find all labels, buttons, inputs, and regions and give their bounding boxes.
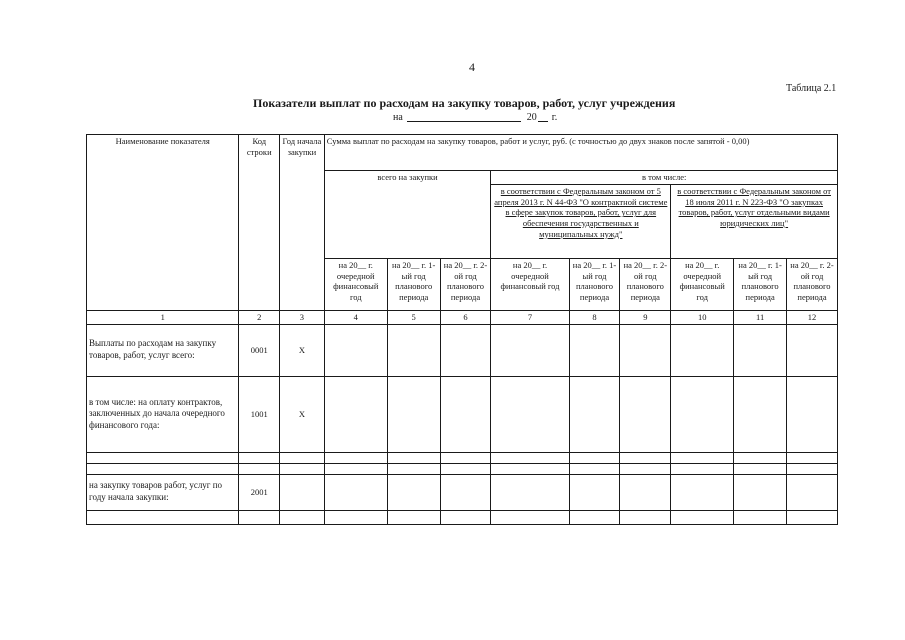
header-total: всего на закупки (324, 171, 491, 259)
value-cell[interactable] (671, 510, 734, 524)
value-cell[interactable] (440, 324, 491, 376)
value-cell[interactable] (620, 474, 671, 510)
value-cell[interactable] (491, 474, 569, 510)
empty-cell[interactable] (280, 510, 325, 524)
date-blank (407, 121, 521, 122)
value-cell[interactable] (387, 324, 440, 376)
empty-cell[interactable] (239, 510, 280, 524)
header-sum: Сумма выплат по расходам на закупку товаров, работ и услуг, руб. (с точностью до двух знаков после запятой - 0,00) (324, 135, 837, 171)
column-number: 12 (787, 311, 838, 325)
value-cell[interactable] (787, 474, 838, 510)
header-law-44: в соответствии с Федеральным законом от 5 апреля 2013 г. N 44-ФЗ "О контрактной системе в сфере закупок товаров, работ, услуг для обеспечения государственных и муниципальных нужд" (491, 185, 671, 259)
value-cell[interactable] (387, 474, 440, 510)
value-cell[interactable] (440, 463, 491, 474)
row-code: 2001 (239, 474, 280, 510)
subheader-col-6: на 20__ г. 2-ой год планового периода (440, 259, 491, 311)
value-cell[interactable] (787, 463, 838, 474)
value-cell[interactable] (440, 452, 491, 463)
value-cell[interactable] (734, 510, 787, 524)
subheader-col-11: на 20__ г. 1-ый год планового периода (734, 259, 787, 311)
empty-cell[interactable] (239, 452, 280, 463)
row-year[interactable] (280, 474, 325, 510)
payments-table (86, 134, 838, 525)
empty-cell[interactable] (280, 463, 325, 474)
column-number: 1 (87, 311, 239, 325)
value-cell[interactable] (787, 376, 838, 452)
row-code: 1001 (239, 376, 280, 452)
date-line (393, 112, 557, 123)
empty-cell[interactable] (87, 452, 239, 463)
column-number: 3 (280, 311, 325, 325)
value-cell[interactable] (734, 463, 787, 474)
table-label: Таблица 2.1 (786, 83, 837, 94)
column-number: 7 (491, 311, 569, 325)
value-cell[interactable] (671, 324, 734, 376)
value-cell[interactable] (734, 376, 787, 452)
value-cell[interactable] (440, 376, 491, 452)
table-row (87, 376, 838, 452)
column-number: 8 (569, 311, 620, 325)
value-cell[interactable] (491, 463, 569, 474)
value-cell[interactable] (491, 510, 569, 524)
column-number: 9 (620, 311, 671, 325)
subheader-col-8: на 20__ г. 1-ый год планового периода (569, 259, 620, 311)
column-number: 5 (387, 311, 440, 325)
subheader-col-12: на 20__ г. 2-ой год планового периода (787, 259, 838, 311)
page-number: 4 (469, 60, 475, 74)
value-cell[interactable] (620, 463, 671, 474)
empty-cell[interactable] (239, 463, 280, 474)
table-row (87, 452, 838, 463)
date-suffix: г. (551, 112, 558, 123)
table-row (87, 324, 838, 376)
row-name: в том числе: на оплату контрактов, заключенных до начала очередного финансового года: (87, 376, 239, 452)
header-code: Код строки (239, 135, 280, 311)
row-code: 0001 (239, 324, 280, 376)
value-cell[interactable] (324, 376, 387, 452)
empty-cell[interactable] (280, 452, 325, 463)
value-cell[interactable] (569, 452, 620, 463)
value-cell[interactable] (387, 510, 440, 524)
value-cell[interactable] (440, 474, 491, 510)
column-number: 10 (671, 311, 734, 325)
value-cell[interactable] (491, 324, 569, 376)
page-title: Показатели выплат по расходам на закупку товаров, работ, услуг учреждения (253, 96, 676, 110)
value-cell[interactable] (734, 474, 787, 510)
value-cell[interactable] (620, 324, 671, 376)
row-name: на закупку товаров работ, услуг по году начала закупки: (87, 474, 239, 510)
value-cell[interactable] (440, 510, 491, 524)
value-cell[interactable] (387, 463, 440, 474)
header-name: Наименование показателя (87, 135, 239, 311)
empty-cell[interactable] (87, 463, 239, 474)
header-including: в том числе: (491, 171, 838, 185)
value-cell[interactable] (569, 474, 620, 510)
column-number: 2 (239, 311, 280, 325)
value-cell[interactable] (787, 452, 838, 463)
value-cell[interactable] (569, 463, 620, 474)
value-cell[interactable] (787, 324, 838, 376)
value-cell[interactable] (671, 452, 734, 463)
subheader-col-9: на 20__ г. 2-ой год планового периода (620, 259, 671, 311)
table-row (87, 510, 838, 524)
value-cell[interactable] (491, 376, 569, 452)
date-year: 20 (526, 112, 537, 123)
value-cell[interactable] (569, 376, 620, 452)
table-row (87, 474, 838, 510)
value-cell[interactable] (569, 510, 620, 524)
column-number: 4 (324, 311, 387, 325)
date-prefix: на (393, 112, 403, 123)
empty-cell[interactable] (87, 510, 239, 524)
value-cell[interactable] (620, 510, 671, 524)
value-cell[interactable] (671, 376, 734, 452)
value-cell[interactable] (324, 474, 387, 510)
date-year-blank (538, 121, 548, 122)
value-cell[interactable] (787, 510, 838, 524)
subheader-col-10: на 20__ г. очередной финансовый год (671, 259, 734, 311)
value-cell[interactable] (324, 463, 387, 474)
value-cell[interactable] (491, 452, 569, 463)
value-cell[interactable] (620, 452, 671, 463)
value-cell[interactable] (387, 452, 440, 463)
value-cell[interactable] (734, 452, 787, 463)
value-cell[interactable] (569, 324, 620, 376)
value-cell[interactable] (620, 376, 671, 452)
value-cell[interactable] (734, 324, 787, 376)
row-year: X (280, 376, 325, 452)
header-year: Год начала закупки (280, 135, 325, 311)
value-cell[interactable] (324, 510, 387, 524)
value-cell[interactable] (387, 376, 440, 452)
table-row (87, 463, 838, 474)
value-cell[interactable] (324, 324, 387, 376)
column-number: 11 (734, 311, 787, 325)
header-law-223: в соответствии с Федеральным законом от 18 июля 2011 г. N 223-ФЗ "О закупках товаров, работ, услуг отдельными видами юридических лиц" (671, 185, 838, 259)
row-name: Выплаты по расходам на закупку товаров, работ, услуг всего: (87, 324, 239, 376)
value-cell[interactable] (324, 452, 387, 463)
column-number: 6 (440, 311, 491, 325)
value-cell[interactable] (671, 474, 734, 510)
row-year: X (280, 324, 325, 376)
subheader-col-7: на 20__ г. очередной финансовый год (491, 259, 569, 311)
subheader-col-4: на 20__ г. очередной финансовый год (324, 259, 387, 311)
value-cell[interactable] (671, 463, 734, 474)
subheader-col-5: на 20__ г. 1-ый год планового периода (387, 259, 440, 311)
